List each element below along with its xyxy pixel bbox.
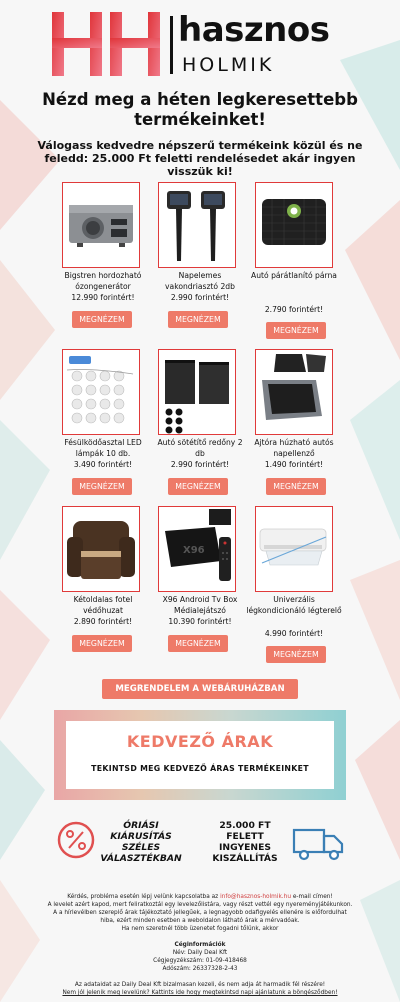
product-name: Kétoldalas fotel védőhuzat bbox=[73, 595, 133, 615]
product-image-door-shade[interactable] bbox=[255, 349, 333, 435]
product-name: Fésülködőasztal LED lámpák 10 db. bbox=[64, 438, 142, 458]
footer-text: A levelet azért kapod, mert feliratkoztál egy levelezőlistára, vagy részt vettél egy nyereményjátékunkon. bbox=[47, 902, 353, 908]
product-price: 3.490 forintért! bbox=[73, 460, 133, 469]
company-name: Név: Daily Deal Kft bbox=[172, 950, 228, 956]
promo-right-line: INGYENES bbox=[219, 842, 271, 853]
product-image-mole-repeller[interactable] bbox=[158, 182, 236, 268]
footer-contact bbox=[40, 893, 360, 901]
percent-badge-icon bbox=[56, 820, 96, 860]
product-price: 2.790 forintért! bbox=[264, 305, 324, 314]
brand-name-top: hasznos bbox=[178, 10, 330, 50]
led-bulbs-icon bbox=[63, 350, 139, 434]
view-product-button[interactable]: MEGNÉZEM bbox=[72, 311, 132, 328]
unsubscribe-text[interactable]: Ha nem szeretnél több üzenetet fogadni tőlünk, akkor bbox=[121, 926, 279, 932]
view-product-button[interactable]: MEGNÉZEM bbox=[168, 635, 228, 652]
contact-email-link[interactable]: info@hasznos-holmik.hu bbox=[220, 894, 291, 900]
product-name: Univerzális légkondicionáló légterelő bbox=[246, 595, 342, 615]
logo-divider bbox=[170, 16, 173, 74]
view-product-button[interactable]: MEGNÉZEM bbox=[168, 478, 228, 495]
footer-text: A a hírlevélben szereplő árak tájékoztató jellegűek, a legnagyobb odafigyelés ellenére is előfordulhat bbox=[53, 910, 347, 916]
subheadline: Válogass kedvedre népszerű termékeink közül és ne feledd: 25.000 Ft feletti rendelésedet akár ingyen visszük ki! bbox=[37, 139, 363, 178]
view-product-button[interactable]: MEGNÉZEM bbox=[168, 311, 228, 328]
headline: Nézd meg a héten legkeresettebb termékeinket! bbox=[42, 90, 358, 129]
ozone-generator-icon bbox=[63, 183, 139, 267]
privacy-text: Az adataidat az Daily Deal Kft bizalmasan kezeli, és nem adja át harmadik fél részére! bbox=[74, 982, 326, 988]
order-in-webshop-button[interactable]: MEGRENDELEM A WEBÁRUHÁZBAN bbox=[102, 679, 298, 699]
banner-inner bbox=[66, 721, 334, 789]
product-name: Ajtóra húzható autós napellenző bbox=[254, 438, 334, 458]
svg-text:X96: X96 bbox=[183, 545, 205, 556]
view-product-button[interactable]: MEGNÉZEM bbox=[266, 322, 326, 339]
promo-left-line: VÁLASZTÉKBAN bbox=[100, 853, 182, 864]
product-name: Bigstren hordozható ózongenerátor bbox=[64, 271, 142, 291]
hh-logo-icon bbox=[52, 12, 164, 76]
mole-repeller-icon bbox=[159, 183, 235, 267]
view-product-button[interactable]: MEGNÉZEM bbox=[266, 646, 326, 663]
chair-cover-icon bbox=[63, 507, 139, 591]
footer bbox=[40, 893, 360, 997]
footer-contact-text: Kérdés, probléma esetén lépj velünk kapcsolatba az bbox=[67, 894, 221, 900]
view-product-button[interactable]: MEGNÉZEM bbox=[266, 478, 326, 495]
product-image-dehumidifier[interactable] bbox=[255, 182, 333, 268]
view-in-browser-link[interactable]: Nem jól jelenik meg levelünk? Kattints ide hogy megtekintsd napi ajánlatunk a böngésződben! bbox=[62, 990, 338, 996]
company-tax-number: Adószám: 26337328-2-43 bbox=[162, 966, 238, 972]
promo-right-line: 25.000 FT bbox=[219, 820, 271, 831]
banner-subtitle: TEKINTSD MEG KEDVEZŐ ÁRAS TERMÉKEINKET bbox=[91, 764, 309, 773]
promo-right-line: KISZÁLLÍTÁS bbox=[212, 853, 278, 864]
brand-name-bottom: HOLMIK bbox=[182, 54, 275, 76]
view-product-button[interactable]: MEGNÉZEM bbox=[72, 478, 132, 495]
product-image-sun-shade[interactable] bbox=[158, 349, 236, 435]
promo-left-line: KIÁRUSÍTÁS bbox=[110, 831, 172, 842]
door-shade-icon bbox=[256, 350, 332, 434]
product-price: 1.490 forintért! bbox=[264, 460, 324, 469]
tv-box-icon bbox=[159, 507, 235, 591]
product-image-led-lamps[interactable] bbox=[62, 349, 140, 435]
product-image-ac-deflector[interactable] bbox=[255, 506, 333, 592]
ac-deflector-icon bbox=[256, 507, 332, 591]
promo-strip bbox=[54, 812, 346, 880]
product-price: 2.990 forintért! bbox=[170, 293, 230, 302]
product-price: 2.890 forintért! bbox=[73, 617, 133, 626]
footer-contact-text: e-mail címen! bbox=[291, 894, 333, 900]
product-name: Autó párátlanító párna bbox=[251, 271, 337, 280]
product-name: Autó sötétítő redőny 2 db bbox=[157, 438, 243, 458]
product-price: 4.990 forintért! bbox=[264, 629, 324, 638]
banner-title: KEDVEZŐ ÁRAK bbox=[126, 732, 274, 751]
promo-left-line: ÓRIÁSI bbox=[123, 820, 159, 831]
product-price: 12.990 forintért! bbox=[71, 293, 135, 302]
promo-left-line: SZÉLES bbox=[121, 842, 161, 853]
product-price: 2.990 forintért! bbox=[170, 460, 230, 469]
company-registration: Cégjegyzékszám: 01-09-418468 bbox=[153, 958, 247, 964]
discount-banner[interactable] bbox=[54, 710, 346, 800]
product-image-tv-box[interactable] bbox=[158, 506, 236, 592]
promo-right-text bbox=[200, 820, 290, 864]
promo-left-text bbox=[96, 820, 186, 864]
product-price: 10.390 forintért! bbox=[168, 617, 232, 626]
product-name: X96 Android Tv Box Médialejátszó bbox=[162, 595, 238, 615]
brand-logo[interactable] bbox=[52, 12, 352, 76]
dehumidifier-pad-icon bbox=[256, 183, 332, 267]
footer-text: hiba, ezért minden esetben a weboldalon látható árak a mérvadóak. bbox=[100, 918, 300, 924]
product-image-ozone-generator[interactable] bbox=[62, 182, 140, 268]
product-name: Napelemes vakondriasztó 2db bbox=[165, 271, 235, 291]
product-image-chair-cover[interactable] bbox=[62, 506, 140, 592]
company-info-heading: Céginformációk bbox=[174, 942, 226, 948]
car-sunshade-icon bbox=[159, 350, 235, 434]
view-product-button[interactable]: MEGNÉZEM bbox=[72, 635, 132, 652]
promo-right-line: FELETT bbox=[226, 831, 264, 842]
delivery-truck-icon bbox=[290, 824, 346, 864]
